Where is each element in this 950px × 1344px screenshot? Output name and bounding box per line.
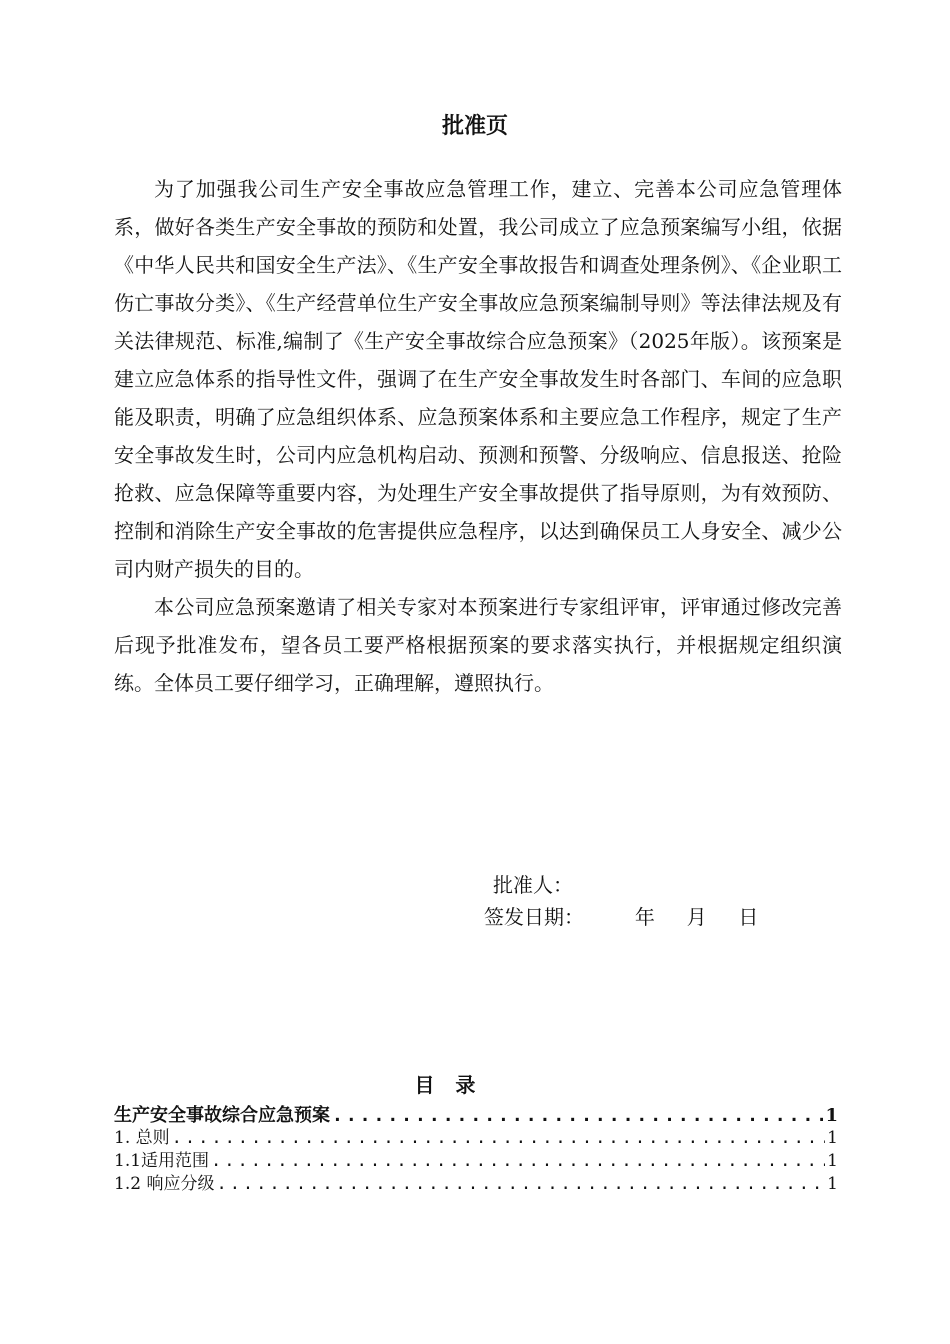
toc-entry-page: 1 (827, 1174, 838, 1194)
paragraph-1: 为了加强我公司生产安全事故应急管理工作，建立、完善本公司应急管理体系，做好各类生产安全事故的预防和处置，我公司成立了应急预案编写小组，依据《中华人民共和国安全生产法》、《生产安全事故报告和调查处理条例》、《企业职工伤亡事故分类》、《生产经营单位生产安全事故应急预案编制导则》等法律法规及有关法律规范、标准,编制了《生产安全事故综合应急预案》（2025年版）。该预案是建立应急体系的指导性文件，强调了在生产安全事故发生时各部门、车间的应急职能及职责，明确了应急组织体系、应急预案体系和主要应急工作程序，规定了生产安全事故发生时，公司内应急机构启动、预测和预警、分级响应、信息报送、抢险抢救、应急保障等重要内容，为处理生产安全事故提供了指导原则，为有效预防、控制和消除生产安全事故的危害提供应急程序，以达到确保员工人身安全、减少公司内财产损失的目的。 (114, 177, 842, 581)
toc-leader-dots (211, 1150, 825, 1173)
toc-entry[interactable] (114, 1173, 838, 1196)
paragraph-2: 本公司应急预案邀请了相关专家对本预案进行专家组评审，评审通过修改完善后现予批准发布，望各员工要严格根据预案的要求落实执行，并根据规定组织演练。全体员工要仔细学习，正确理解，遵照执行。 (114, 595, 842, 695)
approver-label: 批准人： (493, 873, 573, 897)
toc-entry-page: 1 (825, 1105, 838, 1126)
toc-entry-label: 生产安全事故综合应急预案 (114, 1105, 330, 1126)
sign-date-label: 签发日期： 年 月 日 (484, 905, 759, 929)
toc-leader-dots (216, 1173, 825, 1196)
approval-body (114, 170, 842, 702)
table-of-contents (114, 1104, 838, 1196)
toc-entry[interactable] (114, 1150, 838, 1173)
toc-title: 目 录 (414, 1073, 476, 1097)
toc-entry-label: 1.1适用范围 (114, 1151, 210, 1171)
toc-leader-dots (172, 1127, 826, 1150)
toc-entry-page: 1 (827, 1128, 838, 1148)
toc-entry-page: 1 (827, 1151, 838, 1171)
toc-leader-dots (332, 1104, 823, 1127)
toc-entry[interactable] (114, 1127, 838, 1150)
toc-entry-label: 1.2 响应分级 (114, 1174, 215, 1194)
toc-entry[interactable] (114, 1104, 838, 1127)
page-title: 批准页 (441, 114, 508, 139)
toc-entry-label: 1. 总则 (114, 1128, 170, 1148)
